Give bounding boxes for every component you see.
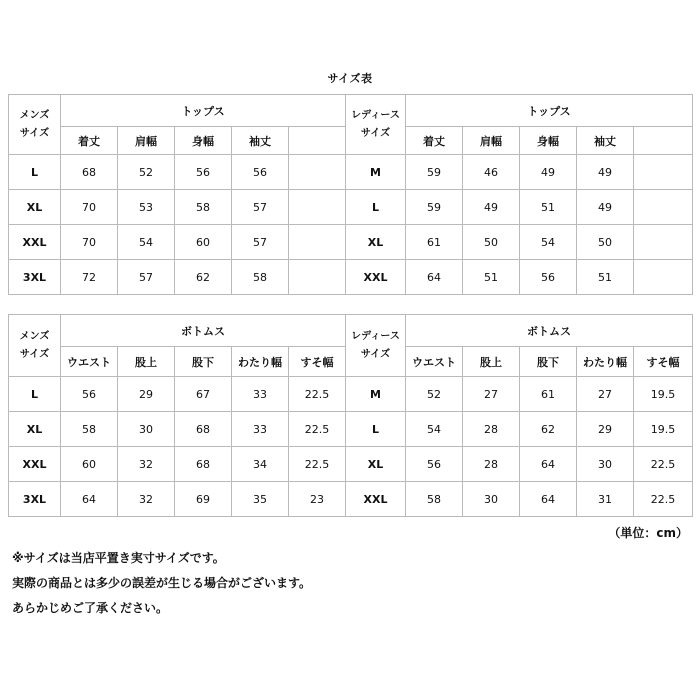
empty-cell — [289, 190, 346, 225]
column-header: 着丈 — [61, 127, 118, 155]
table-row — [9, 190, 693, 225]
value-cell: 54 — [406, 412, 463, 447]
size-cell: L — [9, 377, 61, 412]
size-cell: L — [346, 190, 406, 225]
column-header: 股下 — [175, 347, 232, 377]
table-row — [9, 225, 693, 260]
value-cell: 22.5 — [634, 482, 693, 517]
value-cell: 68 — [61, 155, 118, 190]
size-cell: L — [9, 155, 61, 190]
column-header: わたり幅 — [232, 347, 289, 377]
value-cell: 50 — [463, 225, 520, 260]
value-cell: 22.5 — [289, 447, 346, 482]
notes-block — [12, 546, 311, 621]
value-cell: 23 — [289, 482, 346, 517]
value-cell: 27 — [463, 377, 520, 412]
value-cell: 22.5 — [289, 377, 346, 412]
note-line: 実際の商品とは多少の誤差が生じる場合がございます。 — [12, 576, 312, 590]
value-cell: 33 — [232, 377, 289, 412]
column-header: 股下 — [520, 347, 577, 377]
value-cell: 50 — [577, 225, 634, 260]
note-line: あらかじめご了承ください。 — [12, 601, 169, 615]
size-cell: XL — [9, 190, 61, 225]
ladies-size-header: レディース サイズ — [346, 315, 406, 377]
men-size-header: メンズ サイズ — [9, 315, 61, 377]
value-cell: 32 — [118, 447, 175, 482]
men-size-header: メンズ サイズ — [9, 95, 61, 155]
value-cell: 35 — [232, 482, 289, 517]
size-cell: XXL — [9, 447, 61, 482]
value-cell: 64 — [520, 447, 577, 482]
column-header: 身幅 — [175, 127, 232, 155]
value-cell: 49 — [577, 155, 634, 190]
value-cell: 54 — [520, 225, 577, 260]
empty-cell — [289, 260, 346, 295]
unit-label: （単位：cm） — [608, 526, 688, 540]
table-row — [9, 155, 693, 190]
value-cell: 59 — [406, 155, 463, 190]
value-cell: 31 — [577, 482, 634, 517]
value-cell: 56 — [406, 447, 463, 482]
ladies-tops-section-header: トップス — [406, 95, 693, 127]
value-cell: 57 — [118, 260, 175, 295]
value-cell: 19.5 — [634, 412, 693, 447]
value-cell: 53 — [118, 190, 175, 225]
value-cell: 27 — [577, 377, 634, 412]
value-cell: 30 — [118, 412, 175, 447]
value-cell: 60 — [61, 447, 118, 482]
column-header: 肩幅 — [118, 127, 175, 155]
size-cell: XL — [346, 225, 406, 260]
note-line: ※サイズは当店平置き実寸サイズです。 — [12, 551, 225, 565]
value-cell: 58 — [406, 482, 463, 517]
value-cell: 30 — [577, 447, 634, 482]
value-cell: 19.5 — [634, 377, 693, 412]
value-cell: 56 — [61, 377, 118, 412]
value-cell: 52 — [406, 377, 463, 412]
empty-cell — [289, 127, 346, 155]
tops-size-table — [8, 94, 693, 295]
value-cell: 49 — [577, 190, 634, 225]
table-row — [9, 412, 693, 447]
value-cell: 52 — [118, 155, 175, 190]
value-cell: 67 — [175, 377, 232, 412]
size-cell: XXL — [9, 225, 61, 260]
value-cell: 59 — [406, 190, 463, 225]
value-cell: 58 — [61, 412, 118, 447]
value-cell: 33 — [232, 412, 289, 447]
value-cell: 58 — [232, 260, 289, 295]
value-cell: 28 — [463, 412, 520, 447]
men-tops-section-header: トップス — [61, 95, 346, 127]
value-cell: 57 — [232, 225, 289, 260]
value-cell: 64 — [406, 260, 463, 295]
value-cell: 64 — [61, 482, 118, 517]
value-cell: 56 — [520, 260, 577, 295]
value-cell: 62 — [175, 260, 232, 295]
empty-cell — [634, 225, 693, 260]
value-cell: 34 — [232, 447, 289, 482]
value-cell: 51 — [463, 260, 520, 295]
value-cell: 68 — [175, 447, 232, 482]
empty-cell — [289, 155, 346, 190]
column-header: 股上 — [118, 347, 175, 377]
value-cell: 58 — [175, 190, 232, 225]
value-cell: 29 — [577, 412, 634, 447]
column-header: 身幅 — [520, 127, 577, 155]
value-cell: 62 — [520, 412, 577, 447]
value-cell: 46 — [463, 155, 520, 190]
value-cell: 51 — [520, 190, 577, 225]
value-cell: 56 — [175, 155, 232, 190]
column-header: すそ幅 — [634, 347, 693, 377]
empty-cell — [634, 260, 693, 295]
size-cell: M — [346, 377, 406, 412]
value-cell: 56 — [232, 155, 289, 190]
column-header: 股上 — [463, 347, 520, 377]
bottoms-size-table — [8, 314, 693, 517]
column-header: 肩幅 — [463, 127, 520, 155]
table-row — [9, 377, 693, 412]
value-cell: 28 — [463, 447, 520, 482]
size-cell: XL — [9, 412, 61, 447]
empty-cell — [634, 155, 693, 190]
value-cell: 61 — [406, 225, 463, 260]
size-cell: 3XL — [9, 260, 61, 295]
value-cell: 49 — [463, 190, 520, 225]
value-cell: 29 — [118, 377, 175, 412]
value-cell: 68 — [175, 412, 232, 447]
value-cell: 54 — [118, 225, 175, 260]
men-bottoms-section-header: ボトムス — [61, 315, 346, 347]
value-cell: 22.5 — [289, 412, 346, 447]
ladies-size-header: レディース サイズ — [346, 95, 406, 155]
value-cell: 49 — [520, 155, 577, 190]
value-cell: 51 — [577, 260, 634, 295]
size-cell: XXL — [346, 260, 406, 295]
column-header: すそ幅 — [289, 347, 346, 377]
value-cell: 70 — [61, 225, 118, 260]
column-header: ウエスト — [406, 347, 463, 377]
column-header: ウエスト — [61, 347, 118, 377]
column-header: 袖丈 — [577, 127, 634, 155]
value-cell: 60 — [175, 225, 232, 260]
column-header: わたり幅 — [577, 347, 634, 377]
size-cell: M — [346, 155, 406, 190]
empty-cell — [634, 127, 693, 155]
value-cell: 70 — [61, 190, 118, 225]
value-cell: 69 — [175, 482, 232, 517]
value-cell: 22.5 — [634, 447, 693, 482]
table-row — [9, 482, 693, 517]
value-cell: 61 — [520, 377, 577, 412]
value-cell: 64 — [520, 482, 577, 517]
size-cell: L — [346, 412, 406, 447]
empty-cell — [634, 190, 693, 225]
column-header: 着丈 — [406, 127, 463, 155]
size-cell: 3XL — [9, 482, 61, 517]
page-title: サイズ表 — [327, 72, 373, 85]
size-cell: XL — [346, 447, 406, 482]
size-cell: XXL — [346, 482, 406, 517]
empty-cell — [289, 225, 346, 260]
ladies-bottoms-section-header: ボトムス — [406, 315, 693, 347]
value-cell: 30 — [463, 482, 520, 517]
value-cell: 72 — [61, 260, 118, 295]
table-row — [9, 447, 693, 482]
column-header: 袖丈 — [232, 127, 289, 155]
table-row — [9, 260, 693, 295]
value-cell: 57 — [232, 190, 289, 225]
value-cell: 32 — [118, 482, 175, 517]
